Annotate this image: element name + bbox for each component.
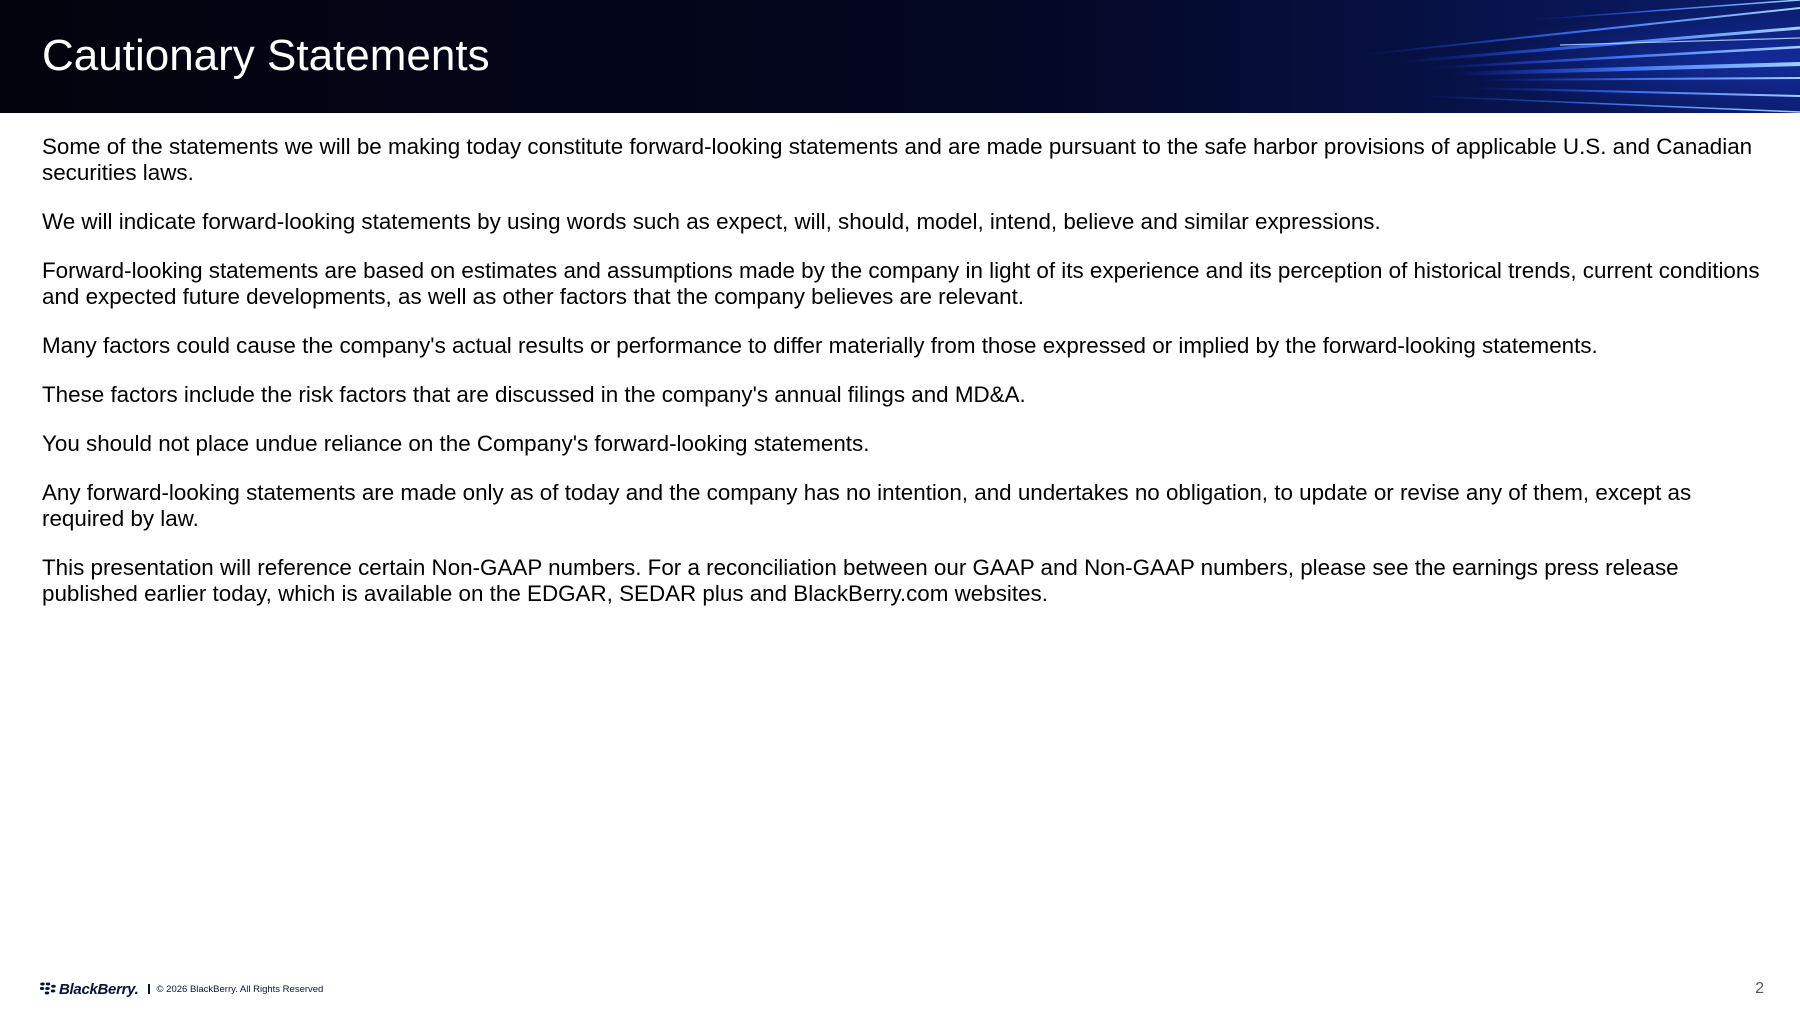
cautionary-text-body (42, 134, 1762, 630)
paragraph-risk-factors-differ: Many factors could cause the company's actual results or performance to differ materially from those expressed or implied by the forward-looking statements. (42, 333, 1598, 358)
header-banner (0, 0, 1800, 113)
copyright-notice: © 2026 BlackBerry. All Rights Reserved (156, 983, 324, 995)
paragraph-no-obligation: Any forward-looking statements are made only as of today and the company has no intention, and undertakes no obligation, to update or revise any of them, except as required by law. (42, 480, 1692, 531)
footer-divider (148, 984, 150, 994)
paragraph-indicator-words: We will indicate forward-looking statements by using words such as expect, will, should, model, intend, believe and similar expressions. (42, 209, 1381, 234)
footer (40, 978, 323, 1000)
paragraph-undue-reliance: You should not place undue reliance on the Company's forward-looking statements. (42, 431, 870, 456)
paragraph-annual-filings: These factors include the risk factors that are discussed in the company's annual filings and MD&A. (42, 382, 1026, 407)
slide-title: Cautionary Statements (42, 31, 490, 80)
blackberry-logo-icon (40, 982, 56, 996)
paragraph-safe-harbor: Some of the statements we will be making today constitute forward-looking statements and are made pursuant to the safe harbor provisions of applicable U.S. and Canadian securities laws. (42, 134, 1753, 185)
page-number: 2 (1755, 980, 1764, 997)
blackberry-logo-text: BlackBerry. (59, 980, 139, 998)
paragraph-estimates-assumptions: Forward-looking statements are based on estimates and assumptions made by the company in light of its experience and its perception of historical trends, current conditions and expected future developments, as well as other factors that the company believes are relevant. (42, 258, 1760, 309)
paragraph-non-gaap: This presentation will reference certain Non-GAAP numbers. For a reconciliation between our GAAP and Non-GAAP numbers, please see the earnings press release published earlier today, which is available on the EDGAR, SEDAR plus and BlackBerry.com websites. (42, 555, 1679, 606)
